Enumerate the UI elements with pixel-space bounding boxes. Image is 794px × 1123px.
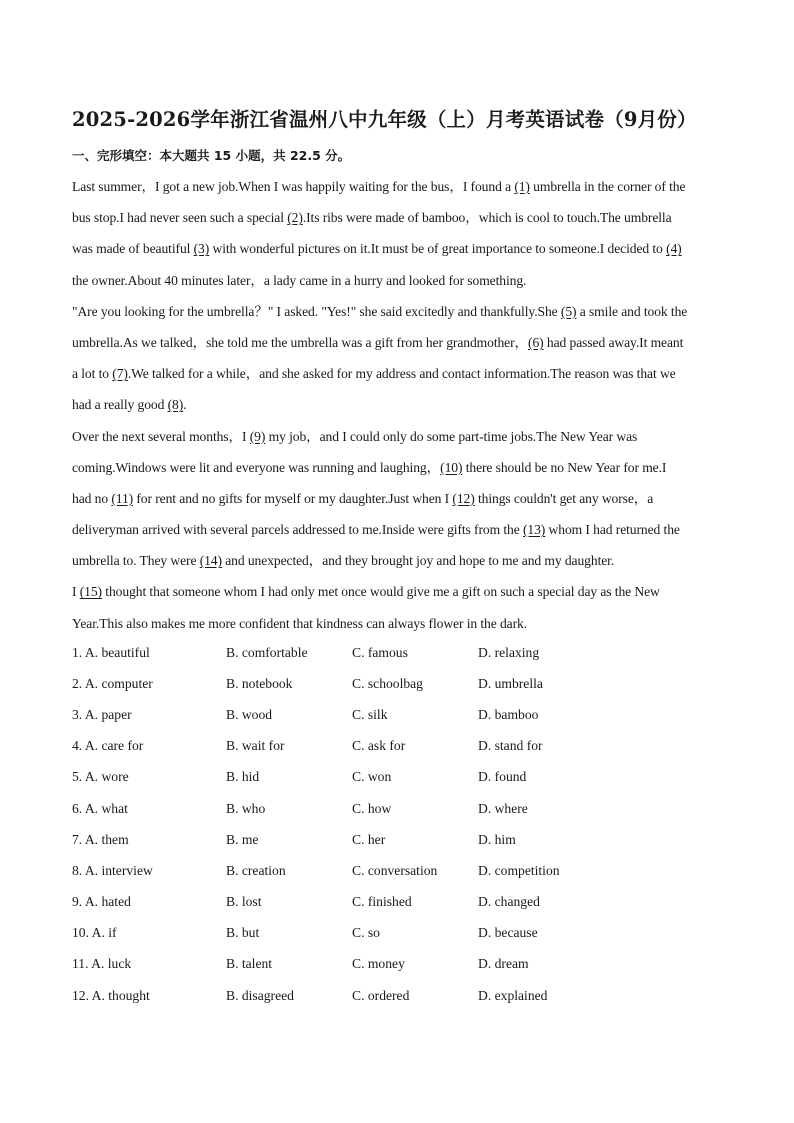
blank-8: (8) (167, 397, 184, 413)
passage-line (72, 483, 724, 514)
option-b: B. hid (226, 769, 260, 785)
passage-line (72, 608, 724, 639)
option-a: 12. A. thought (72, 987, 150, 1003)
option-a: 6. A. what (72, 800, 128, 816)
blank-4: (4) (666, 241, 682, 257)
passage-text: umbrella to. They were (72, 553, 200, 569)
blank-6: (6) (528, 334, 544, 350)
passage-text: deliveryman arrived with several parcels addressed to me.Inside were gifts from the (72, 522, 523, 538)
option-c: C. money (352, 956, 405, 972)
passage-text: and unexpected，and they brought joy and hope to me and my daughter. (221, 553, 615, 569)
question-row (72, 731, 724, 762)
option-a: 3. A. paper (72, 706, 132, 722)
passage-line (72, 452, 724, 483)
option-a: 7. A. them (72, 831, 129, 847)
blank-9: (9) (249, 428, 266, 444)
option-a: 2. A. computer (72, 675, 153, 691)
section-heading: 一、完形填空：本大题共 15 小题，共 22.5 分。 (72, 148, 351, 163)
blank-7: (7) (112, 366, 128, 382)
passage-text: a smile and took the (576, 303, 688, 319)
option-c: C. finished (352, 894, 412, 910)
passage-text: my job，and I could only do some part-time jobs.The New Year was (265, 428, 638, 444)
cloze-passage (72, 171, 724, 639)
blank-3: (3) (193, 241, 210, 257)
option-b: B. wood (226, 706, 273, 722)
passage-line (72, 296, 724, 327)
option-c: C. schoolbag (352, 675, 423, 691)
passage-text: Over the next several months，I (72, 428, 250, 444)
page-title: 2025-2026学年浙江省温州八中九年级（上）月考英语试卷（9月份） (72, 108, 697, 131)
passage-text: for rent and no gifts for myself or my daughter.Just when I (133, 490, 453, 506)
blank-14: (14) (199, 553, 222, 569)
blank-5: (5) (560, 303, 577, 319)
passage-line (72, 358, 724, 389)
passage-text: things couldn't get any worse，a (474, 490, 654, 506)
option-b: B. notebook (226, 675, 293, 691)
passage-text: I (72, 584, 80, 600)
question-row (72, 855, 724, 886)
option-c: C. how (352, 800, 392, 816)
passage-text: there should be no New Year for me.I (462, 459, 667, 475)
question-row (72, 762, 724, 793)
option-d: D. him (478, 831, 516, 847)
option-b: B. lost (226, 894, 262, 910)
blank-13: (13) (522, 522, 546, 538)
option-d: D. explained (478, 987, 548, 1003)
option-c: C. silk (352, 706, 388, 722)
question-row (72, 637, 724, 668)
option-c: C. conversation (352, 862, 438, 878)
option-b: B. creation (226, 862, 286, 878)
question-row (72, 824, 724, 855)
passage-line (72, 389, 724, 420)
option-d: D. stand for (478, 738, 543, 754)
option-a: 4. A. care for (72, 738, 144, 754)
option-d: D. umbrella (478, 675, 543, 691)
blank-12: (12) (452, 490, 475, 506)
passage-line (72, 171, 724, 202)
option-c: C. famous (352, 644, 408, 660)
passage-text: Year.This also makes me more confident that kindness can always flower in the dark. (72, 615, 528, 631)
option-d: D. competition (478, 862, 560, 878)
passage-text: umbrella.As we talked，she told me the umbrella was a gift from her grandmother， (72, 334, 529, 350)
question-row (72, 699, 724, 730)
question-row (72, 918, 724, 949)
passage-text: thought that someone whom I had only met once would give me a gift on such a special day as the New (101, 584, 660, 600)
option-a: 9. A. hated (72, 894, 131, 910)
option-d: D. relaxing (478, 644, 540, 660)
question-row (72, 949, 724, 980)
passage-text: .Its ribs were made of bamboo，which is cool to touch.The umbrella (302, 210, 672, 226)
blank-10: (10) (440, 459, 463, 475)
option-c: C. so (352, 925, 380, 941)
passage-text: Last summer，I got a new job.When I was happily waiting for the bus，I found a (72, 179, 515, 194)
blank-15: (15) (79, 584, 102, 600)
option-d: D. dream (478, 956, 529, 972)
option-a: 11. A. luck (72, 956, 132, 972)
question-row (72, 887, 724, 918)
passage-text: .We talked for a while，and she asked for my address and contact information.The reason was that we (127, 366, 676, 382)
blank-1: (1) (514, 179, 530, 194)
question-row (72, 793, 724, 824)
option-b: B. wait for (226, 738, 285, 754)
passage-text: . (183, 397, 187, 413)
passage-text: "Are you looking for the umbrella？" I asked. "Yes!" she said excitedly and thankfully.She (72, 303, 561, 319)
passage-text: had passed away.It meant (543, 334, 684, 350)
passage-line (72, 421, 724, 452)
option-d: D. because (478, 925, 538, 941)
passage-line (72, 265, 724, 296)
option-a: 5. A. wore (72, 769, 129, 785)
passage-text: the owner.About 40 minutes later，a lady came in a hurry and looked for something. (72, 272, 527, 288)
passage-text: with wonderful pictures on it.It must be of great importance to someone.I decided to (209, 241, 667, 257)
question-row (72, 668, 724, 699)
option-b: B. talent (226, 956, 273, 972)
option-d: D. found (478, 769, 527, 785)
passage-line (72, 514, 724, 545)
option-d: D. bamboo (478, 706, 539, 722)
passage-line (72, 233, 724, 264)
option-c: C. ask for (352, 738, 406, 754)
blank-11: (11) (111, 490, 134, 506)
passage-text: coming.Windows were lit and everyone was running and laughing， (72, 459, 441, 475)
passage-text: umbrella in the corner of the (529, 179, 686, 194)
passage-text: had a really good (72, 397, 168, 413)
option-b: B. but (226, 925, 260, 941)
passage-line (72, 202, 724, 233)
option-b: B. disagreed (226, 987, 294, 1003)
passage-line (72, 576, 724, 607)
passage-line (72, 327, 724, 358)
option-a: 10. A. if (72, 925, 117, 941)
blank-2: (2) (287, 210, 303, 226)
option-b: B. who (226, 800, 266, 816)
answer-options (72, 637, 724, 1011)
option-b: B. me (226, 831, 259, 847)
option-a: 8. A. interview (72, 862, 153, 878)
passage-text: bus stop.I had never seen such a special (72, 210, 288, 226)
passage-text: whom I had returned the (545, 522, 680, 538)
option-c: C. ordered (352, 987, 410, 1003)
passage-line (72, 545, 724, 576)
option-d: D. changed (478, 894, 540, 910)
passage-text: a lot to (72, 366, 113, 382)
passage-text: was made of beautiful (72, 241, 194, 257)
option-c: C. her (352, 831, 386, 847)
question-row (72, 980, 724, 1011)
option-d: D. where (478, 800, 528, 816)
option-a: 1. A. beautiful (72, 644, 150, 660)
option-b: B. comfortable (226, 644, 308, 660)
passage-text: had no (72, 490, 112, 506)
option-c: C. won (352, 769, 392, 785)
